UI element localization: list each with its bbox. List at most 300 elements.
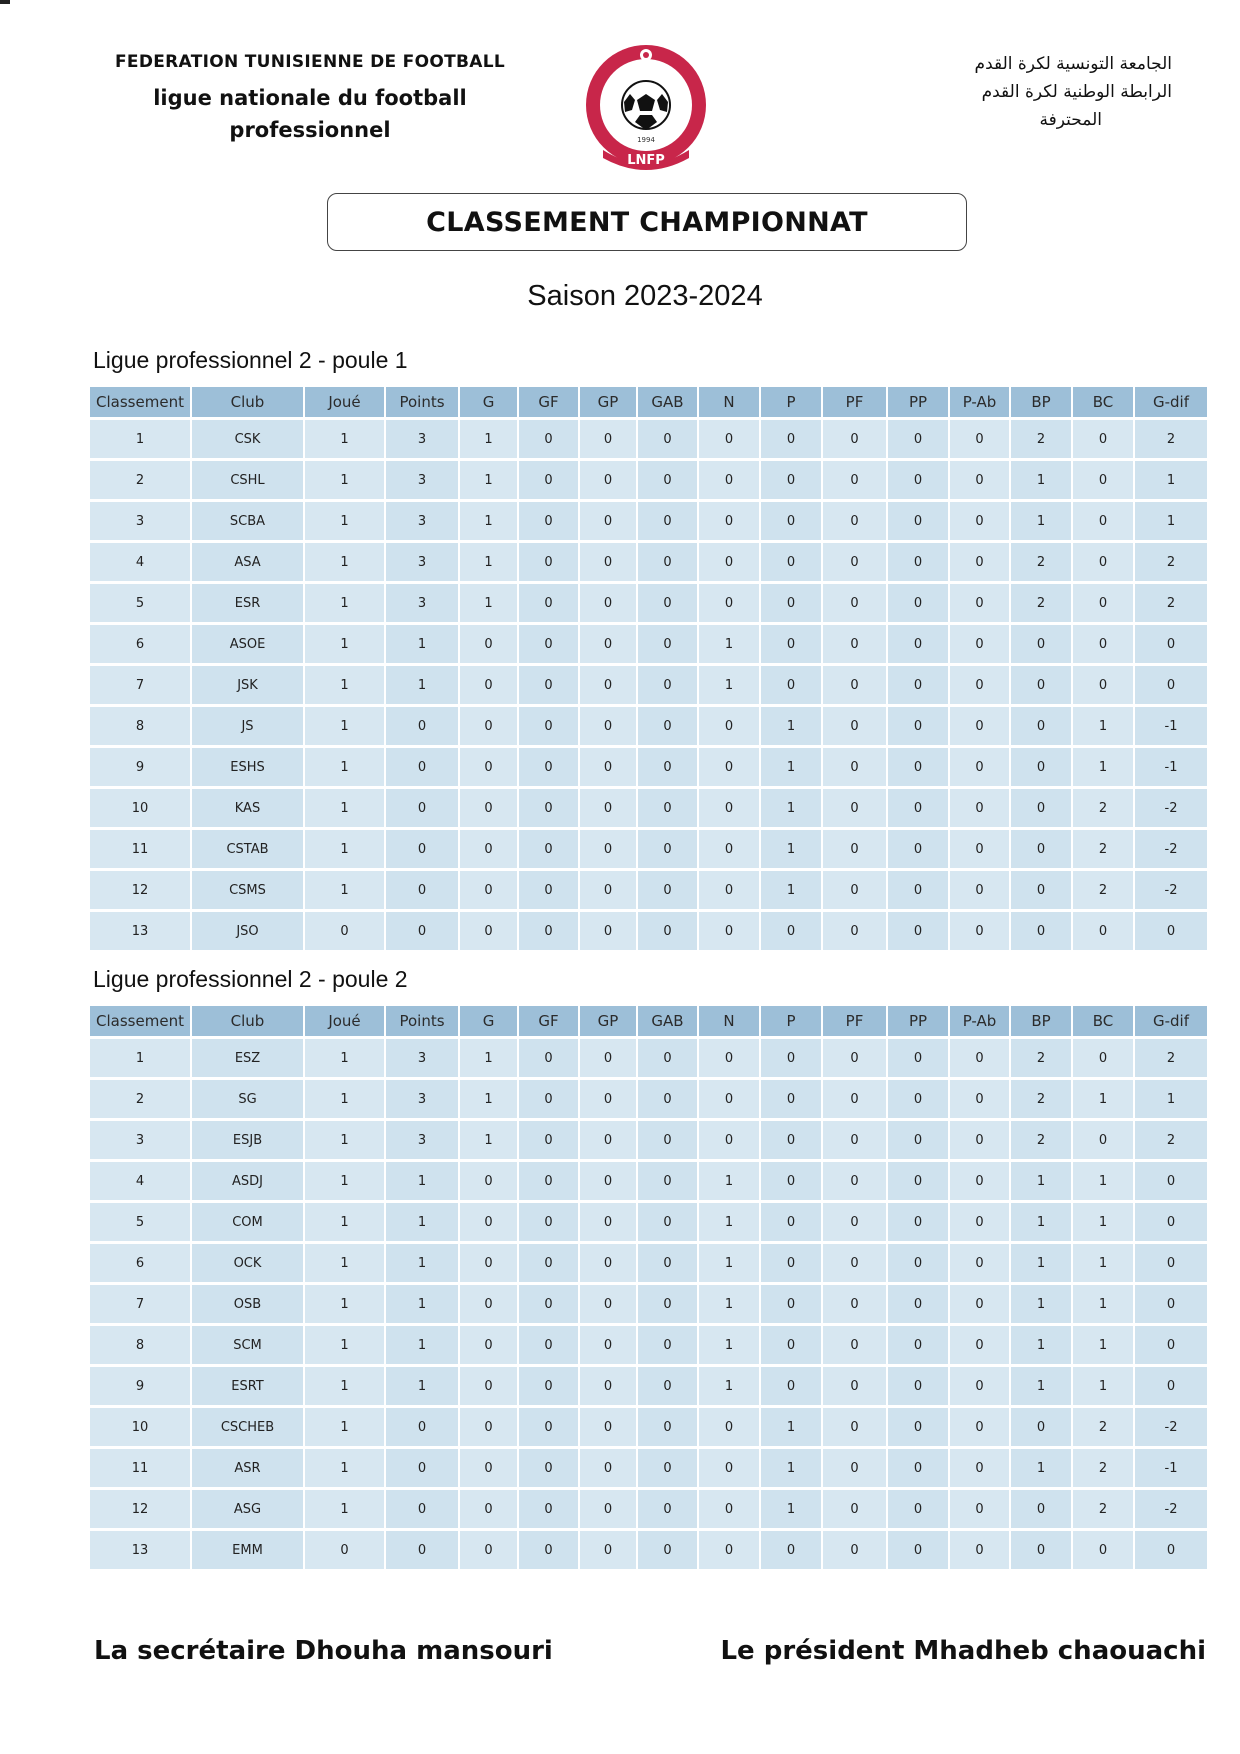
stat-cell-bp: 0 [1011,748,1071,786]
stat-cell-pp: 0 [888,1121,948,1159]
stat-cell-bc: 1 [1073,1080,1133,1118]
stat-cell-g-dif: -2 [1135,1408,1207,1446]
stat-cell-bp: 0 [1011,1490,1071,1528]
stat-cell-n: 1 [699,666,759,704]
stat-cell-pp: 0 [888,1080,948,1118]
stat-cell-g: 0 [460,1285,517,1323]
page-title: CLASSEMENT CHAMPIONNAT [327,193,967,251]
stat-cell-classement: 12 [90,1490,190,1528]
poule-1-title: Ligue professionnel 2 - poule 1 [93,347,408,373]
stat-cell-points: 0 [386,912,458,950]
stat-cell-pp: 0 [888,830,948,868]
stat-cell-n: 0 [699,912,759,950]
stat-cell-gp: 0 [580,871,636,909]
club-cell: ASA [192,543,303,581]
stat-cell-gf: 0 [519,584,578,622]
table-row [90,584,1207,622]
stat-cell-gab: 0 [638,748,697,786]
stat-cell-gp: 0 [580,707,636,745]
column-header-n: N [699,1006,759,1036]
column-header-p-ab: P-Ab [950,387,1009,417]
stat-cell-bc: 0 [1073,666,1133,704]
stat-cell-bp: 0 [1011,830,1071,868]
stat-cell-jou: 1 [305,748,384,786]
stat-cell-p: 0 [761,1326,821,1364]
stat-cell-pp: 0 [888,625,948,663]
column-header-gp: GP [580,1006,636,1036]
club-cell: SCBA [192,502,303,540]
stat-cell-pf: 0 [823,1039,886,1077]
stat-cell-p: 0 [761,1080,821,1118]
stat-cell-g-dif: -1 [1135,1449,1207,1487]
stat-cell-bp: 2 [1011,420,1071,458]
stat-cell-points: 3 [386,420,458,458]
stat-cell-jou: 1 [305,707,384,745]
stat-cell-p-ab: 0 [950,871,1009,909]
stat-cell-n: 0 [699,789,759,827]
column-header-g-dif: G-dif [1135,387,1207,417]
table-row [90,1326,1207,1364]
stat-cell-classement: 5 [90,1203,190,1241]
stat-cell-g-dif: 0 [1135,1162,1207,1200]
stat-cell-bp: 1 [1011,1449,1071,1487]
stat-cell-g: 0 [460,1244,517,1282]
stat-cell-jou: 1 [305,1326,384,1364]
column-header-p-ab: P-Ab [950,1006,1009,1036]
stat-cell-gp: 0 [580,748,636,786]
stat-cell-bc: 0 [1073,625,1133,663]
stat-cell-g: 1 [460,1080,517,1118]
stat-cell-bc: 1 [1073,1367,1133,1405]
stat-cell-gab: 0 [638,830,697,868]
club-cell: COM [192,1203,303,1241]
stat-cell-gf: 0 [519,912,578,950]
stat-cell-gp: 0 [580,625,636,663]
stat-cell-jou: 1 [305,1244,384,1282]
stat-cell-g-dif: 0 [1135,1285,1207,1323]
stat-cell-gab: 0 [638,1367,697,1405]
stat-cell-points: 1 [386,1244,458,1282]
stat-cell-gf: 0 [519,1039,578,1077]
stat-cell-g-dif: 1 [1135,461,1207,499]
table-header-row [90,387,1207,417]
stat-cell-n: 1 [699,1244,759,1282]
stat-cell-jou: 1 [305,543,384,581]
stat-cell-pp: 0 [888,1244,948,1282]
stat-cell-gp: 0 [580,461,636,499]
stat-cell-pp: 0 [888,461,948,499]
stat-cell-pp: 0 [888,1203,948,1241]
stat-cell-jou: 1 [305,789,384,827]
stat-cell-bc: 0 [1073,461,1133,499]
stat-cell-n: 0 [699,1121,759,1159]
column-header-pf: PF [823,387,886,417]
stat-cell-n: 0 [699,1408,759,1446]
stat-cell-g: 0 [460,1326,517,1364]
stat-cell-pf: 0 [823,871,886,909]
column-header-g-dif: G-dif [1135,1006,1207,1036]
stat-cell-g-dif: 1 [1135,502,1207,540]
stat-cell-classement: 3 [90,1121,190,1159]
stat-cell-gab: 0 [638,1039,697,1077]
stat-cell-gp: 0 [580,1039,636,1077]
club-cell: EMM [192,1531,303,1569]
stat-cell-gab: 0 [638,666,697,704]
club-cell: OSB [192,1285,303,1323]
league-name-line1: ligue nationale du football [153,86,467,110]
club-cell: CSK [192,420,303,458]
column-header-g: G [460,387,517,417]
president-signature: Le président Mhadheb chaouachi [720,1636,1206,1666]
stat-cell-pp: 0 [888,502,948,540]
stat-cell-p-ab: 0 [950,789,1009,827]
stat-cell-bc: 2 [1073,1490,1133,1528]
stat-cell-classement: 13 [90,912,190,950]
column-header-bp: BP [1011,1006,1071,1036]
stat-cell-p-ab: 0 [950,1203,1009,1241]
club-cell: CSTAB [192,830,303,868]
stat-cell-g: 0 [460,1203,517,1241]
stat-cell-points: 1 [386,666,458,704]
column-header-p: P [761,1006,821,1036]
federation-name: FEDERATION TUNISIENNE DE FOOTBALL [115,52,505,72]
stat-cell-jou: 1 [305,666,384,704]
stat-cell-n: 1 [699,1285,759,1323]
stat-cell-gp: 0 [580,1367,636,1405]
stat-cell-bp: 1 [1011,1162,1071,1200]
stat-cell-g: 1 [460,584,517,622]
stat-cell-bp: 1 [1011,1244,1071,1282]
league-name-line2: professionnel [229,118,391,142]
table-row [90,1244,1207,1282]
stat-cell-pp: 0 [888,748,948,786]
stat-cell-jou: 1 [305,1080,384,1118]
stat-cell-classement: 2 [90,461,190,499]
stat-cell-g: 1 [460,502,517,540]
stat-cell-bp: 0 [1011,1531,1071,1569]
stat-cell-classement: 4 [90,543,190,581]
stat-cell-gab: 0 [638,1121,697,1159]
table-row [90,1203,1207,1241]
stat-cell-pf: 0 [823,502,886,540]
stat-cell-gp: 0 [580,1326,636,1364]
stat-cell-g-dif: 0 [1135,1531,1207,1569]
club-cell: JS [192,707,303,745]
stat-cell-bp: 2 [1011,584,1071,622]
stat-cell-pf: 0 [823,748,886,786]
stat-cell-pp: 0 [888,1039,948,1077]
stat-cell-bc: 2 [1073,1408,1133,1446]
stat-cell-bc: 2 [1073,830,1133,868]
stat-cell-p: 0 [761,502,821,540]
stat-cell-g-dif: 2 [1135,543,1207,581]
column-header-gab: GAB [638,387,697,417]
stat-cell-p-ab: 0 [950,1285,1009,1323]
stat-cell-bc: 1 [1073,1285,1133,1323]
stat-cell-gab: 0 [638,420,697,458]
stat-cell-gab: 0 [638,1326,697,1364]
stat-cell-p: 0 [761,1039,821,1077]
stat-cell-classement: 7 [90,666,190,704]
header-left [100,52,520,146]
table-row [90,461,1207,499]
stat-cell-pp: 0 [888,1285,948,1323]
stat-cell-classement: 10 [90,1408,190,1446]
column-header-points: Points [386,387,458,417]
stat-cell-gf: 0 [519,1285,578,1323]
club-cell: OCK [192,1244,303,1282]
stat-cell-bp: 0 [1011,871,1071,909]
league-name [100,82,520,146]
stat-cell-p: 1 [761,1408,821,1446]
table-row [90,1162,1207,1200]
club-cell: SG [192,1080,303,1118]
stat-cell-n: 1 [699,1326,759,1364]
stat-cell-p: 1 [761,789,821,827]
table-row [90,912,1207,950]
table-row [90,1449,1207,1487]
stat-cell-classement: 12 [90,871,190,909]
stat-cell-g: 0 [460,707,517,745]
stat-cell-pp: 0 [888,1367,948,1405]
stat-cell-points: 1 [386,1285,458,1323]
stat-cell-gf: 0 [519,1203,578,1241]
stat-cell-points: 3 [386,461,458,499]
stat-cell-p-ab: 0 [950,502,1009,540]
stat-cell-jou: 1 [305,871,384,909]
stat-cell-p-ab: 0 [950,707,1009,745]
stat-cell-bp: 2 [1011,543,1071,581]
stat-cell-g-dif: -2 [1135,789,1207,827]
stat-cell-n: 0 [699,1039,759,1077]
poule-2-title: Ligue professionnel 2 - poule 2 [93,966,408,992]
stat-cell-gf: 0 [519,871,578,909]
stat-cell-pp: 0 [888,707,948,745]
stat-cell-p-ab: 0 [950,543,1009,581]
column-header-pp: PP [888,387,948,417]
stat-cell-p: 0 [761,1203,821,1241]
table-body [90,420,1207,950]
stat-cell-p-ab: 0 [950,584,1009,622]
stat-cell-bc: 2 [1073,789,1133,827]
stat-cell-p: 1 [761,1490,821,1528]
stat-cell-gf: 0 [519,707,578,745]
stat-cell-n: 1 [699,1203,759,1241]
stat-cell-gp: 0 [580,1162,636,1200]
table-header-row [90,1006,1207,1036]
stat-cell-gp: 0 [580,502,636,540]
stat-cell-gab: 0 [638,871,697,909]
stat-cell-pp: 0 [888,420,948,458]
stat-cell-jou: 1 [305,461,384,499]
stat-cell-classement: 1 [90,1039,190,1077]
stat-cell-gp: 0 [580,1408,636,1446]
table-row [90,1490,1207,1528]
stat-cell-gab: 0 [638,625,697,663]
stat-cell-gp: 0 [580,912,636,950]
stat-cell-p: 0 [761,543,821,581]
stat-cell-gp: 0 [580,1080,636,1118]
stat-cell-pp: 0 [888,543,948,581]
stat-cell-g: 1 [460,1039,517,1077]
stat-cell-pf: 0 [823,1121,886,1159]
stat-cell-pf: 0 [823,1449,886,1487]
stat-cell-p-ab: 0 [950,1162,1009,1200]
stat-cell-gf: 0 [519,1367,578,1405]
table-row [90,1285,1207,1323]
stat-cell-p-ab: 0 [950,1408,1009,1446]
stat-cell-pp: 0 [888,1490,948,1528]
stat-cell-g: 0 [460,1408,517,1446]
stat-cell-classement: 11 [90,830,190,868]
stat-cell-gab: 0 [638,461,697,499]
club-cell: ESHS [192,748,303,786]
stat-cell-g: 0 [460,1449,517,1487]
table-body [90,1039,1207,1569]
stat-cell-gf: 0 [519,748,578,786]
stat-cell-jou: 1 [305,1121,384,1159]
stat-cell-bp: 2 [1011,1121,1071,1159]
stat-cell-gab: 0 [638,1244,697,1282]
table-row [90,871,1207,909]
stat-cell-points: 0 [386,1531,458,1569]
table-row [90,830,1207,868]
club-cell: CSCHEB [192,1408,303,1446]
stat-cell-gab: 0 [638,584,697,622]
stat-cell-bc: 0 [1073,1531,1133,1569]
stat-cell-bp: 0 [1011,1408,1071,1446]
stat-cell-gp: 0 [580,420,636,458]
table-row [90,1531,1207,1569]
stat-cell-g: 0 [460,625,517,663]
stat-cell-g-dif: 2 [1135,420,1207,458]
column-header-n: N [699,387,759,417]
stat-cell-gp: 0 [580,1531,636,1569]
stat-cell-classement: 9 [90,748,190,786]
stat-cell-pf: 0 [823,1408,886,1446]
stat-cell-classement: 8 [90,1326,190,1364]
stat-cell-g-dif: 0 [1135,1326,1207,1364]
club-cell: KAS [192,789,303,827]
table-row [90,502,1207,540]
stat-cell-bc: 0 [1073,1039,1133,1077]
club-cell: ASDJ [192,1162,303,1200]
stat-cell-n: 0 [699,1490,759,1528]
stat-cell-pp: 0 [888,1408,948,1446]
stat-cell-points: 1 [386,625,458,663]
stat-cell-p: 0 [761,1531,821,1569]
stat-cell-bc: 2 [1073,871,1133,909]
stat-cell-p: 0 [761,584,821,622]
stat-cell-pf: 0 [823,666,886,704]
stat-cell-bc: 0 [1073,543,1133,581]
stat-cell-n: 1 [699,625,759,663]
stat-cell-bp: 1 [1011,1326,1071,1364]
stat-cell-jou: 1 [305,584,384,622]
stat-cell-p: 0 [761,666,821,704]
column-header-g: G [460,1006,517,1036]
stat-cell-bc: 0 [1073,1121,1133,1159]
stat-cell-gf: 0 [519,625,578,663]
stat-cell-gab: 0 [638,543,697,581]
stat-cell-gp: 0 [580,1285,636,1323]
stat-cell-pp: 0 [888,1162,948,1200]
stat-cell-p-ab: 0 [950,1244,1009,1282]
stat-cell-gf: 0 [519,1080,578,1118]
club-cell: SCM [192,1326,303,1364]
stat-cell-bc: 1 [1073,1203,1133,1241]
column-header-pp: PP [888,1006,948,1036]
arabic-league: الرابطة الوطنية لكرة القدم [981,82,1172,102]
stat-cell-bp: 1 [1011,1285,1071,1323]
secretary-signature: La secrétaire Dhouha mansouri [94,1636,553,1666]
stat-cell-n: 0 [699,1080,759,1118]
stat-cell-n: 0 [699,543,759,581]
stat-cell-points: 3 [386,1080,458,1118]
stat-cell-n: 0 [699,1449,759,1487]
arabic-league-2: المحترفة [1039,110,1102,130]
stat-cell-jou: 1 [305,830,384,868]
stat-cell-g: 0 [460,666,517,704]
stat-cell-points: 1 [386,1203,458,1241]
stat-cell-pf: 0 [823,830,886,868]
stat-cell-bc: 0 [1073,420,1133,458]
stat-cell-classement: 9 [90,1367,190,1405]
stat-cell-g-dif: 2 [1135,1039,1207,1077]
stat-cell-jou: 1 [305,625,384,663]
stat-cell-gab: 0 [638,502,697,540]
club-cell: ESZ [192,1039,303,1077]
stat-cell-g-dif: 2 [1135,1121,1207,1159]
stat-cell-pf: 0 [823,420,886,458]
column-header-bc: BC [1073,1006,1133,1036]
club-cell: JSK [192,666,303,704]
stat-cell-g-dif: 0 [1135,1203,1207,1241]
stat-cell-classement: 10 [90,789,190,827]
stat-cell-g: 0 [460,871,517,909]
stat-cell-pp: 0 [888,1326,948,1364]
club-cell: JSO [192,912,303,950]
stat-cell-pf: 0 [823,625,886,663]
stat-cell-g: 1 [460,543,517,581]
stat-cell-gp: 0 [580,584,636,622]
stat-cell-jou: 1 [305,1408,384,1446]
stat-cell-p-ab: 0 [950,625,1009,663]
stat-cell-pf: 0 [823,707,886,745]
column-header-gab: GAB [638,1006,697,1036]
stat-cell-n: 0 [699,584,759,622]
stat-cell-gf: 0 [519,1162,578,1200]
stat-cell-pf: 0 [823,789,886,827]
stat-cell-n: 0 [699,830,759,868]
stat-cell-p: 1 [761,871,821,909]
table-row [90,748,1207,786]
club-cell: ASG [192,1490,303,1528]
stat-cell-gf: 0 [519,1244,578,1282]
stat-cell-gp: 0 [580,1449,636,1487]
stat-cell-pf: 0 [823,461,886,499]
stat-cell-p-ab: 0 [950,1080,1009,1118]
stat-cell-p: 1 [761,830,821,868]
stat-cell-g-dif: 0 [1135,912,1207,950]
stat-cell-p-ab: 0 [950,1326,1009,1364]
stat-cell-classement: 4 [90,1162,190,1200]
stat-cell-p: 1 [761,1449,821,1487]
stat-cell-pp: 0 [888,912,948,950]
column-header-club: Club [192,387,303,417]
stat-cell-points: 0 [386,830,458,868]
stat-cell-g-dif: 0 [1135,1367,1207,1405]
